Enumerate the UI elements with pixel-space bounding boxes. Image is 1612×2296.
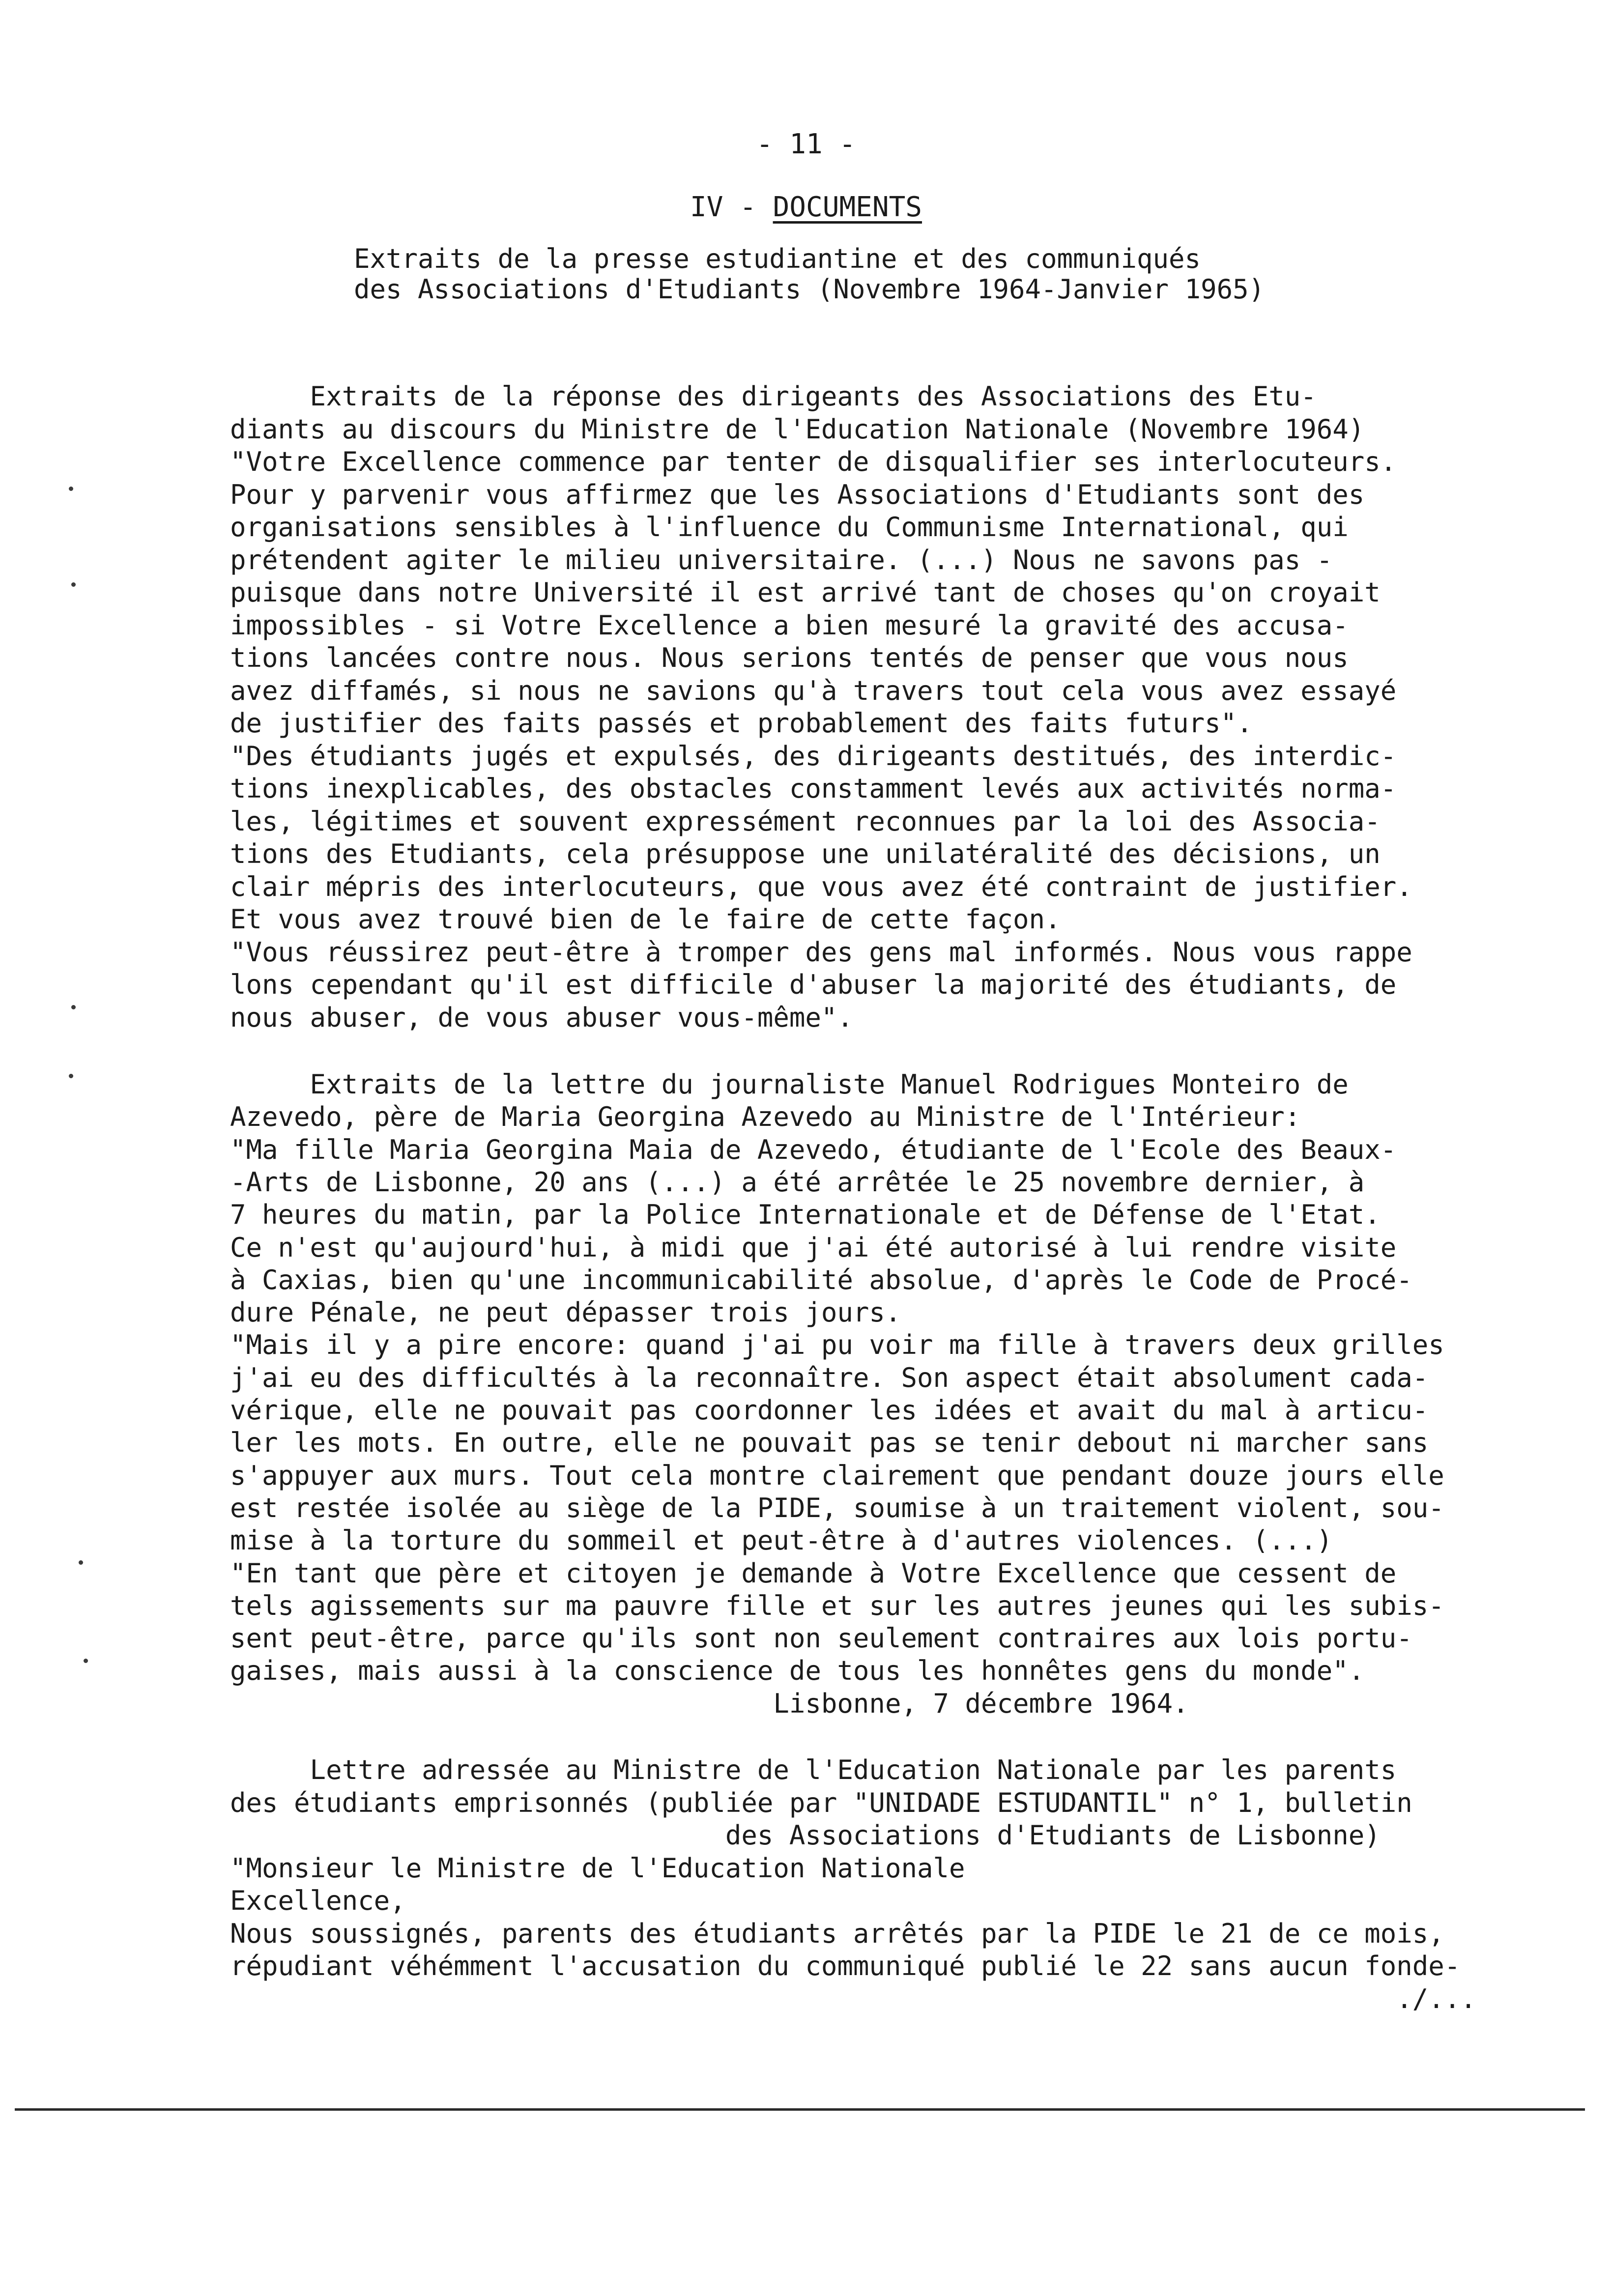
- text-line: "Mais il y a pire encore: quand j'ai pu voir ma fille à travers deux grilles: [230, 1329, 1444, 1360]
- subtitle-line: Extraits de la presse estudiantine et des communiqués: [354, 243, 1201, 274]
- text-line: répudiant véhémment l'accusation du communiqué publié le 22 sans aucun fonde-: [230, 1951, 1461, 1981]
- text-line: Lettre adressée au Ministre de l'Education Nationale par les parents: [230, 1754, 1397, 1785]
- text-line: j'ai eu des difficultés à la reconnaître. Son aspect était absolument cada-: [230, 1362, 1429, 1393]
- text-line: est restée isolée au siège de la PIDE, soumise à un traitement violent, sou-: [230, 1492, 1444, 1523]
- margin-mark: [69, 487, 73, 491]
- subtitle-line: des Associations d'Etudiants (Novembre 1964-Janvier 1965): [354, 274, 1265, 305]
- text-line: "Votre Excellence commence par tenter de disqualifier ses interlocuteurs.: [230, 446, 1397, 477]
- section-title: DOCUMENTS: [773, 191, 922, 223]
- text-line: prétendent agiter le milieu universitaire. (...) Nous ne savons pas -: [230, 545, 1333, 575]
- text-line: Pour y parvenir vous affirmez que les Associations d'Etudiants sont des: [230, 479, 1365, 510]
- section-roman: IV: [690, 191, 723, 223]
- page-bottom-rule: [15, 2108, 1585, 2111]
- margin-mark: [71, 1005, 76, 1009]
- text-line: des étudiants emprisonnés (publiée par "UNIDADE ESTUDANTIL" n° 1, bulletin: [230, 1787, 1412, 1818]
- text-line: ler les mots. En outre, elle ne pouvait pas se tenir debout ni marcher sans: [230, 1427, 1429, 1458]
- text-line: Nous soussignés, parents des étudiants arrêtés par la PIDE le 21 de ce mois,: [230, 1918, 1444, 1949]
- text-line: Excellence,: [230, 1885, 406, 1916]
- text-line: tions inexplicables, des obstacles constamment levés aux activités norma-: [230, 773, 1397, 804]
- margin-mark: [69, 1074, 73, 1078]
- text-line: "Des étudiants jugés et expulsés, des dirigeants destitués, des interdic-: [230, 741, 1397, 772]
- text-line: organisations sensibles à l'influence du Communisme International, qui: [230, 512, 1349, 543]
- text-line: avez diffamés, si nous ne savions qu'à travers tout cela vous avez essayé: [230, 675, 1397, 706]
- text-line: impossibles - si Votre Excellence a bien mesuré la gravité des accusa-: [230, 610, 1349, 641]
- margin-mark: [71, 582, 76, 587]
- text-line: nous abuser, de vous abuser vous-même".: [230, 1002, 853, 1033]
- text-line: -Arts de Lisbonne, 20 ans (...) a été arrêtée le 25 novembre dernier, à: [230, 1167, 1365, 1198]
- text-line: gaises, mais aussi à la conscience de tous les honnêtes gens du monde".: [230, 1655, 1365, 1686]
- text-line: des Associations d'Etudiants de Lisbonne): [230, 1820, 1381, 1851]
- text-line: dure Pénale, ne peut dépasser trois jours.: [230, 1297, 901, 1328]
- text-line: les, légitimes et souvent expressément reconnues par la loi des Associa-: [230, 806, 1381, 837]
- text-line: "Vous réussirez peut-être à tromper des gens mal informés. Nous vous rappe: [230, 937, 1412, 968]
- text-line: 7 heures du matin, par la Police Internationale et de Défense de l'Etat.: [230, 1199, 1381, 1230]
- margin-mark: [79, 1560, 83, 1565]
- page-number: - 11 -: [756, 128, 856, 160]
- text-line: diants au discours du Ministre de l'Education Nationale (Novembre 1964): [230, 414, 1365, 445]
- text-line: tels agissements sur ma pauvre fille et sur les autres jeunes qui les subis-: [230, 1590, 1444, 1621]
- section-heading: [0, 191, 1612, 223]
- text-line: Extraits de la lettre du journaliste Manuel Rodrigues Monteiro de: [230, 1069, 1349, 1100]
- text-line: "En tant que père et citoyen je demande à Votre Excellence que cessent de: [230, 1558, 1397, 1589]
- text-line: tions lancées contre nous. Nous serions tentés de penser que vous nous: [230, 642, 1349, 673]
- text-line: de justifier des faits passés et probablement des faits futurs".: [230, 708, 1253, 739]
- text-line: clair mépris des interlocuteurs, que vous avez été contraint de justifier.: [230, 871, 1412, 902]
- text-line: mise à la torture du sommeil et peut-être à d'autres violences. (...): [230, 1525, 1333, 1556]
- section-dash: -: [740, 191, 756, 223]
- text-line: Et vous avez trouvé bien de le faire de cette façon.: [230, 904, 1061, 935]
- text-line: ./...: [230, 1983, 1476, 2014]
- text-line: vérique, elle ne pouvait pas coordonner les idées et avait du mal à articu-: [230, 1395, 1429, 1426]
- text-line: "Ma fille Maria Georgina Maia de Azevedo, étudiante de l'Ecole des Beaux-: [230, 1134, 1397, 1165]
- text-line: à Caxias, bien qu'une incommunicabilité absolue, d'après le Code de Procé-: [230, 1264, 1412, 1295]
- text-line: "Monsieur le Ministre de l'Education Nationale: [230, 1853, 965, 1884]
- text-line: lons cependant qu'il est difficile d'abuser la majorité des étudiants, de: [230, 969, 1397, 1000]
- text-line: Lisbonne, 7 décembre 1964.: [230, 1688, 1189, 1719]
- text-line: s'appuyer aux murs. Tout cela montre clairement que pendant douze jours elle: [230, 1460, 1444, 1491]
- text-line: puisque dans notre Université il est arrivé tant de choses qu'on croyait: [230, 577, 1381, 608]
- text-line: Extraits de la réponse des dirigeants des Associations des Etu-: [230, 381, 1317, 412]
- text-line: Ce n'est qu'aujourd'hui, à midi que j'ai été autorisé à lui rendre visite: [230, 1232, 1397, 1263]
- text-line: Azevedo, père de Maria Georgina Azevedo au Ministre de l'Intérieur:: [230, 1101, 1301, 1132]
- text-line: tions des Etudiants, cela présuppose une unilatéralité des décisions, un: [230, 838, 1381, 869]
- text-line: sent peut-être, parce qu'ils sont non seulement contraires aux lois portu-: [230, 1623, 1412, 1654]
- margin-mark: [84, 1659, 88, 1663]
